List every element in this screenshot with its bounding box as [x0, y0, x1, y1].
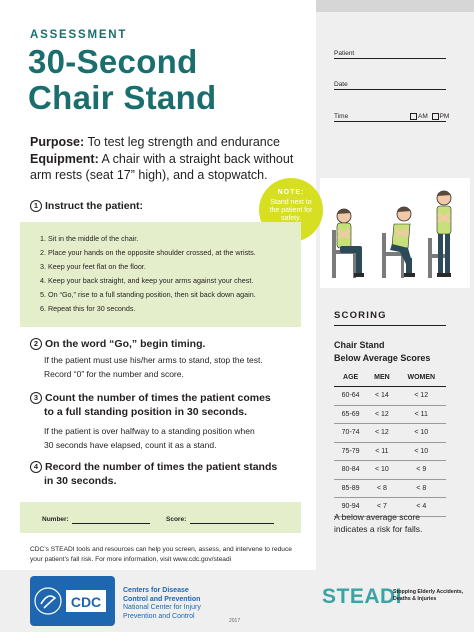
step-1-number-icon: 1 [30, 200, 42, 212]
title-line-1: 30-Second [28, 43, 198, 80]
pm-checkbox[interactable] [432, 113, 439, 120]
col-women: WOMEN [397, 369, 446, 387]
cdc-name-line-1: Centers for Disease [123, 587, 189, 594]
number-label: Number: [42, 516, 69, 523]
cdc-logo-text: CDC [70, 594, 102, 610]
score-field[interactable] [190, 523, 274, 524]
steadi-tagline [393, 589, 463, 603]
instruction-2: 2. Place your hands on the opposite shoulder crossed, at the wrists. [40, 248, 256, 257]
instruction-4: 4. Keep your back straight, and keep your arms against your chest. [40, 276, 254, 285]
chair-stand-figure-illustration [320, 178, 470, 288]
hhs-seal-icon [35, 588, 61, 614]
cell-age: 60-64 [334, 387, 367, 406]
instruction-3: 3. Keep your feet flat on the floor. [40, 262, 146, 271]
cdc-subunit-line-2: Prevention and Control [123, 612, 195, 620]
purpose-text: To test leg strength and endurance [87, 135, 280, 149]
step-3-body-line-2: 30 seconds have elapsed, count it as a stand. [44, 440, 217, 450]
equipment-text: A chair with a straight back without arm rests (seat 17” high), and a stopwatch. [30, 151, 294, 182]
score-table-header-row [334, 369, 446, 387]
cell-men: < 7 [367, 498, 396, 517]
year: 2017 [229, 618, 241, 624]
seated-figure [332, 209, 364, 278]
step-2-text: On the word “Go,” begin timing. [45, 338, 206, 350]
table-row [334, 424, 446, 443]
table-row [334, 479, 446, 498]
time-label: Time [334, 113, 349, 120]
instruction-5: 5. On “Go,” rise to a full standing position, then sit back down again. [40, 290, 256, 299]
step-3-body-line-1: If the patient is over halfway to a standing position when [44, 426, 255, 436]
step-4-heading [30, 460, 277, 488]
table-row [334, 442, 446, 461]
note-title: NOTE: [277, 189, 305, 196]
steadi-link[interactable]: www.cdc.gov/steadi [173, 555, 232, 563]
step-2-body [44, 353, 263, 381]
score-table-title [334, 339, 454, 365]
cell-men: < 11 [367, 442, 396, 461]
step-3-text-line-1: Count the number of times the patient comes [45, 392, 271, 404]
title-line-2: Chair Stand [28, 79, 217, 116]
date-field[interactable] [334, 89, 446, 90]
kicker: ASSESSMENT [30, 29, 128, 41]
cdc-logo-block [30, 576, 115, 626]
score-table [334, 369, 446, 517]
patient-field[interactable] [334, 58, 446, 59]
am-pm-group [410, 113, 449, 120]
cell-men: < 8 [367, 479, 396, 498]
cell-men: < 10 [367, 461, 396, 480]
step-2-body-line-1: If the patient must use his/her arms to stand, stop the test. [44, 355, 263, 365]
purpose-label: Purpose: [30, 135, 85, 149]
cell-women: < 8 [397, 479, 446, 498]
step-2-body-line-2: Record “0” for the number and score. [44, 369, 184, 379]
step-3-text-line-2: to a full standing position in 30 seconds. [44, 406, 248, 418]
cdc-subunit [123, 604, 201, 621]
cell-women: < 10 [397, 424, 446, 443]
scoring-heading: SCORING [334, 310, 387, 321]
score-label: Score: [166, 516, 187, 523]
sidebar-top-strip [316, 0, 474, 12]
cell-women: < 4 [397, 498, 446, 517]
table-row [334, 405, 446, 424]
cell-age: 80-84 [334, 461, 367, 480]
cell-age: 70-74 [334, 424, 367, 443]
standing-figure [428, 191, 451, 278]
time-field[interactable] [334, 121, 446, 122]
cell-age: 90-94 [334, 498, 367, 517]
cell-age: 75-79 [334, 442, 367, 461]
cell-men: < 12 [367, 424, 396, 443]
cell-women: < 9 [397, 461, 446, 480]
step-4-text-line-2: in 30 seconds. [44, 475, 117, 487]
cell-men: < 14 [367, 387, 396, 406]
score-table-title-line-2: Below Average Scores [334, 353, 431, 363]
cell-women: < 12 [397, 387, 446, 406]
cell-women: < 11 [397, 405, 446, 424]
rising-figure [382, 207, 415, 278]
number-field[interactable] [72, 523, 150, 524]
step-1-text: Instruct the patient: [45, 200, 144, 212]
step-3-number-icon: 3 [30, 392, 42, 404]
steadi-tagline-line-2: Deaths & Injuries [393, 596, 437, 602]
risk-note: A below average score indicates a risk for falls. [334, 512, 423, 534]
footer-note-text: CDC’s STEADI tools and resources can help you screen, assess, and intervene to reduce your patient’s fall risk. For more information, visit [30, 546, 292, 563]
equipment-label: Equipment: [30, 151, 99, 166]
table-row [334, 461, 446, 480]
cell-men: < 12 [367, 405, 396, 424]
step-4-text-line-1: Record the number of times the patient stands [45, 461, 278, 473]
note-body: Stand next to the patient for safety. [269, 199, 313, 222]
step-3-body [44, 424, 255, 452]
cell-women: < 10 [397, 442, 446, 461]
steadi-logo-icon: STEADI [322, 585, 403, 608]
steadi-tagline-line-1: Stopping Elderly Accidents, [393, 589, 464, 595]
step-3-heading [30, 391, 271, 419]
am-checkbox[interactable] [410, 113, 417, 120]
cdc-logo-icon [30, 576, 115, 626]
chair-stand-illustration [320, 178, 470, 288]
table-row [334, 387, 446, 406]
step-4-number-icon: 4 [30, 461, 42, 473]
col-men: MEN [367, 369, 396, 387]
cdc-name-line-2: Control and Prevention [123, 595, 201, 603]
am-label: AM [418, 113, 428, 121]
col-age: AGE [334, 369, 367, 387]
instruction-1: 1. Sit in the middle of the chair. [40, 234, 139, 243]
date-label: Date [334, 81, 348, 88]
cell-age: 85-89 [334, 479, 367, 498]
footer-note [30, 545, 300, 564]
scoring-divider [334, 325, 446, 326]
patient-label: Patient [334, 50, 355, 57]
step-2-heading [30, 337, 205, 351]
instruction-6: 6. Repeat this for 30 seconds. [40, 304, 136, 313]
step-1-heading [30, 199, 143, 213]
pm-label: PM [439, 113, 450, 121]
score-table-title-line-1: Chair Stand [334, 340, 385, 350]
cell-age: 65-69 [334, 405, 367, 424]
page-title [28, 44, 217, 116]
step-2-number-icon: 2 [30, 338, 42, 350]
cdc-subunit-line-1: National Center for Injury [123, 604, 201, 611]
purpose-block [30, 134, 300, 184]
cdc-name [123, 587, 200, 604]
